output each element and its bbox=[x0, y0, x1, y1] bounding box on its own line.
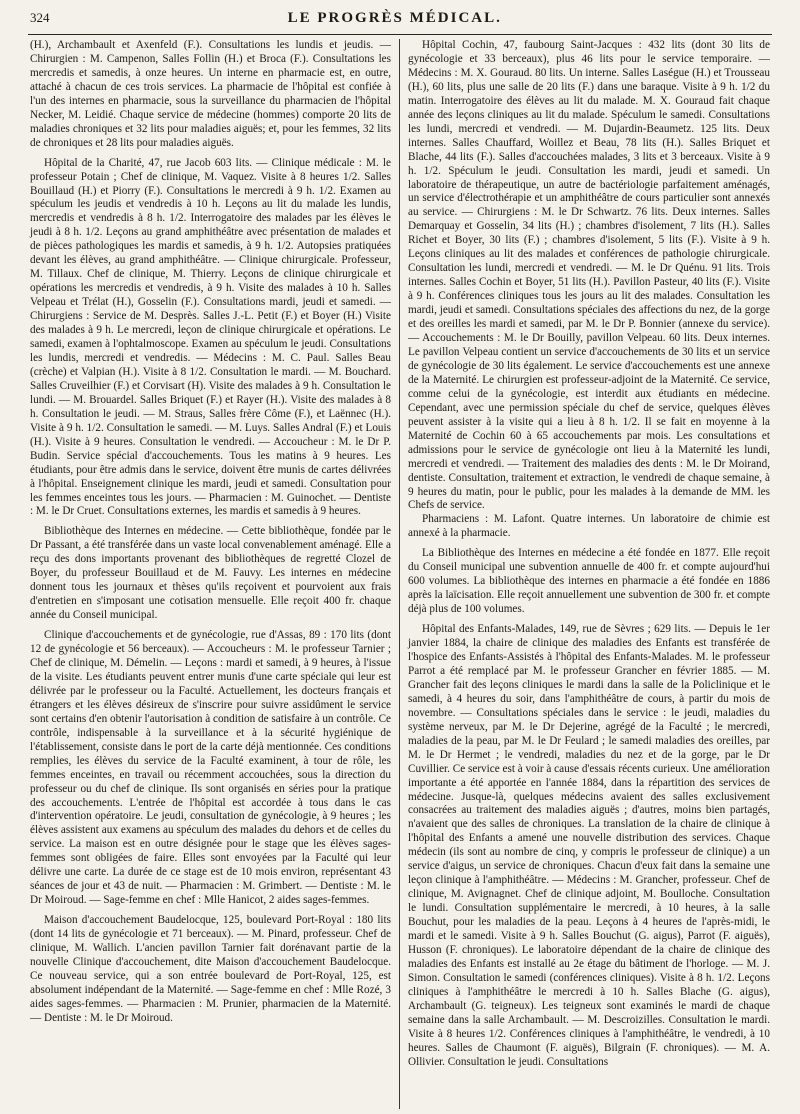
paragraph-bibliotheque-internes: Bibliothèque des Internes en médecine. — Cette bibliothèque, fondée par le Dr Passant, a été transférée dans un vaste local convenablement aménagé. Elle a reçu des dons importants provenant des bibliothèques de regretté Clozel de Boyer, du professeur Bouillaud et de M. Fauvy. Les internes en médecine donnent tous les journaux et thèses qu'ils reçoivent et pourvoient aux frais d'entretien en s'imposant une cotisation mensuelle. Elle reçoit 400 fr. chaque année du Conseil municipal. bbox=[30, 525, 391, 622]
paragraph-clinique-accouchements: Clinique d'accouchements et de gynécologie, rue d'Assas, 89 : 170 lits (dont 12 de gynécologie et 56 berceaux). — Accoucheurs : M. le professeur Tarnier ; Chef de clinique, M. Démelin. — Leçons : mardi et samedi, à 9 heures, à l'issue de la visite. Les étudiants peuvent entrer munis d'une carte spéciale qui leur est délivrée par le professeur ou la Faculté. Actuellement, les docteurs français et étrangers et les élèves désireux de s'inscrire pour suivre assidûment le service sont certains d'en obtenir l'autorisation à condition de satisfaire à un contrôle. Ce contrôle, indispensable à la surveillance et à la sécurité hygiénique de l'établissement, consiste dans le port de la carte déjà mentionnée. Ces conditions remplies, les élèves du service de la Faculté examinent, à tour de rôle, les femmes enceintes, en travail ou récemment accouchées, sous la direction du professeur ou du chef de clinique. Ils sont organisés en séries pour la pratique des accouchements. L'entrée de l'hôpital est accordée à tous dans le cas d'intervention opératoire. Le jeudi, consultation de gynécologie, à 9 heures ; les élèves assistent aux examens au spéculum des malades du dehors et de celles du service. La maison est en outre désignée pour le stage que les élèves sages-femmes sont obligées de faire. Elles sont envoyées par la Faculté qui leur délivre une carte. La durée de ce stage est de 10 mois environ, représentant 43 séances de jour et 43 de nuit. — Pharmacien : M. Grimbert. — Dentiste : M. le Dr Moiroud. — Sage-femme en chef : Mlle Hanicot, 2 aides sages-femmes. bbox=[30, 629, 391, 907]
running-title: LE PROGRÈS MÉDICAL. bbox=[287, 10, 502, 26]
paragraph-hopital-charite: Hôpital de la Charité, 47, rue Jacob 603 lits. — Clinique médicale : M. le professeur Potain ; Chef de clinique, M. Vaquez. Visite à 8 heures 1/2. Salles Bouillaud (H.) et Piorry (F.). Consultations le mercredi à 9 h. 1/2. Examen au spéculum les jeudis et vendredis à 10 h. Leçons au lit du malade les lundis, mercredis et vendredis à 8 h. 1/2. Interrogatoire des malades par les élèves le jeudi à 8 h. 1/2. Leçons au grand amphithéâtre avec présentation de malades et de pièces pathologiques les mardis et samedis, à 9 h. 1/2. Autopsies pratiquées devant les élèves, au grand amphithéâtre. — Clinique chirurgicale. Professeur, M. Tillaux. Chef de clinique, M. Thierry. Leçons de clinique chirurgicale et opérations les mercredis et vendredis, à 9 h. Visite des malades à 10 h. Salles Velpeau et Trélat (H.), Gosselin (F.). Consultations mardi, jeudi et samedi. — Chirurgiens : Service de M. Desprès. Salles J.-L. Petit (F.) et Boyer (H.) Visite des malades à 9 h. Le mercredi, leçon de clinique chirurgicale et opérations. Le samedi, examen à l'ophtalmoscope. Examen au spéculum le jeudi. Consultations les lundis, mercredi et vendredis. — Médecins : M. C. Paul. Salles Beau (crèche) et Valpian (H.). Visite à 8 1/2. Consultation le mardi. — M. Bouchard. Salles Cruveilhier (F.) et Corvisart (H). Visite des malades à 9 h. Consultation le lundi. — M. Brouardel. Salles Briquet (F.) et Rayer (H.). Visite des malades à 8 h. Consultation le jeudi. — M. Straus, Salles frère Côme (F.), et Laënnec (H.). Visite à 9 h. 1/2. Consultation le samedi. — M. Luys. Salles Andral (F.) et Louis (H.). Visite à 9 heures. Consultation le vendredi. — Accoucheur : M. le Dr P. Budin. Service spécial d'accouchements. Tous les matins à 9 heures. Les étudiants, pour être admis dans le service, doivent être munis de cartes délivrées à l'hôpital. Enseignement clinique les mardi, jeudi et samedi. Consultation pour les femmes enceintes tous les jours. — Pharmacien : M. Guinochet. — Dentiste : M. le Dr Cruet. Consultations externes, les mardis et samedis à 9 heures. bbox=[30, 156, 391, 518]
paragraph-maison-baudelocque: Maison d'accouchement Baudelocque, 125, boulevard Port-Royal : 180 lits (dont 14 lits de gynécologie et 71 berceaux). — M. Pinard, professeur. Chef de clinique, M. Wallich. L'ancien pavillon Tarnier fait dorénavant partie de la nouvelle Clinique d'accouchement, dite Maison d'accouchement Baudelocque. Ce nouveau service, qui a son entrée boulevard de Port-Royal, 125, est absolument indépendant de la Maternité. — Sage-femme en chef : Mlle Rozé, 3 aides sages-femmes. — Pharmacien : M. Prunier, pharmacien de la Maternité. — Dentiste : M. le Dr Moiroud. bbox=[30, 914, 391, 1024]
two-column-body bbox=[22, 39, 778, 1109]
right-column bbox=[400, 39, 778, 1109]
paragraph-necker-continued: (H.), Archambault et Axenfeld (F.). Consultations les lundis et jeudis. — Chirurgien : M. Campenon, Salles Follin (H.) et Broca (F.). Consultations les mercredis et samedis, à onze heures. Un interne en pharmacie est, en outre, attaché à chacun de ces trois services. La pharmacie de l'hôpital est confiée à l'un des internes en pharmacie, sous la surveillance du pharmacien de l'hôpital Necker, M. Leidié. Chaque service de médecine (hommes) comporte 20 lits de maladies chroniques et 32 lits pour maladies aiguës; et, pour les femmes, 32 lits de chroniques et 28 lits pour maladies aiguës. bbox=[30, 39, 391, 149]
left-column bbox=[22, 39, 400, 1109]
page-number: 324 bbox=[30, 10, 50, 25]
page-header bbox=[22, 10, 778, 32]
paragraph-enfants-malades: Hôpital des Enfants-Malades, 149, rue de Sèvres ; 629 lits. — Depuis le 1er janvier 1884, la chaire de clinique des maladies des Enfants est transférée de l'hospice des Enfants-Assistés à l'hôpital des Enfants-Malades. M. le professeur Parrot a été remplacé par M. le professeur Grancher en février 1885. — M. Grancher fait des leçons cliniques le mardi dans la salle de la Policlinique et le samedi, à 4 heures du soir, dans l'amphithéâtre de cours, à partir du mois de novembre. — Consultations spéciales dans le service : le jeudi, maladies du système nerveux, par M. le Dr Dejerine, agrégé de la Faculté ; le mercredi, maladies de la peau, par M. le Dr Feulard ; le samedi maladies des oreilles, par M. le Dr Hermet ; le vendredi, maladies du nez et de la gorge, par le Dr Cuvillier. Ce service est à voir à cause d'essais récents curieux. Une amélioration importante a été apportée en l'année 1884, dans la répartition des services de médecine. Jusque-là, quelques médecins avaient des salles exclusivement consacrées au traitement des maladies aiguës ; d'autres, moins bien partagés, n'avaient que des salles de chroniques. La translation de la chaire de clinique à l'hôpital des Enfants a amené une nouvelle distribution des services. Chaque médecin (ils sont au nombre de cinq, y compris le professeur de clinique) a un service d'aigus, un service de chroniques. Chacun d'eux fait dans la semaine une leçon clinique à l'amphithéâtre. — Médecins : M. Grancher, professeur. Chef de clinique, M. Avignagnet. Chef de clinique adjoint, M. Boulloche. Consultation le lundi. Consultation supplémentaire le mercredi, à 10 heures, à la salle Bouchut, pour les maladies de la peau. Leçons à 4 heures de l'après-midi, le mardi et le samedi. Visite à 9 h. Salles Bouchut (G. aigus), Parrot (F. aiguës), Husson (F. chroniques). Le laboratoire dépendant de la chaire de clinique des maladies des Enfants est installé au 2e étage du bâtiment de l'horloge. — M. J. Simon. Consultation le samedi (conférences cliniques). Visite à 8 h. 1/2. Leçons cliniques à l'amphithéâtre le mercredi à 10 h. Salles Blache (G. aigus), Archambault (G. teigneux). Les teigneux sont examinés le mardi de chaque semaine dans la salle Archambault. — M. Descroizilles. Consultation le mardi. Visite à 8 heures 1/2. Conférences cliniques à l'amphithéâtre, le vendredi, à 10 heures. Salles de Chaumont (F. aiguës), Bilgrain (F. chroniques). — M. A. Ollivier. Consultation le jeudi. Consultations bbox=[408, 623, 770, 1068]
paragraph-hopital-cochin: Hôpital Cochin, 47, faubourg Saint-Jacques : 432 lits (dont 30 lits de gynécologie et 33 berceaux), plus 46 lits pour le service temporaire. — Médecins : M. X. Gouraud. 80 lits. Un interne. Salles Laségue (H.) et Trousseau (H.), 60 lits, plus une salle de 20 lits (F.) dans une baraque. Visite à 9 h. 1/2 du matin. Interrogatoire des élèves au lit du malade. M. X. Gouraud fait chaque année des leçons cliniques au lit du malade. Spéculum le samedi. Consultations les lundi, mercredi et vendredi. — M. Dujardin-Beaumetz. 125 lits. Deux internes. Salles Chauffard, Woillez et Beau, 78 lits (H.). Salles Briquet et Blache, 44 lits (F.). Salles d'accouchées malades, 3 lits et 3 berceaux. Visite à 9 h. 1/2. Spéculum le jeudi. Consultation les mardi, jeudi et samedi. Un laboratoire de thérapeutique, un autre de bactériologie parfaitement aménagés, un service d'électrothérapie et un amphithéâtre de cours particulier sont annexés au service. — Chirurgiens : M. le Dr Schwartz. 76 lits. Deux internes. Salles Demarquay et Gosselin, 34 lits (H.) ; chambres d'isolement, 7 lits (H.). Salles Richet et Boyer, 30 lits (F.) ; chambres d'isolement, 5 lits (F.). Visite à 9 h. Leçons cliniques au lit des malades et conférences de pathologie chirurgicale. Consultation les lundi, mercredi et vendredi. — M. le Dr Quénu. 91 lits. Trois internes. Salles Cochin et Boyer, 51 lits (H.). Pavillon Pasteur, 40 lits (F.). Visite à 9 h. Conférences cliniques tous les jours au lit des malades. Consultation les mardi, jeudi et samedi. Consultations spéciales des affections du nez, de la gorge et des oreilles les mardi et samedi, par M. le Dr P. Bonnier (annexe du service). — Accouchements : M. le Dr Bouilly, pavillon Velpeau. 60 lits. Deux internes. Le pavillon Velpeau contient un service d'accouchements de 30 lits et un service de gynécologie de 30 lits également. Le service d'accouchements est une annexe de la Maternité. Le chirurgien est professeur-adjoint de la Maternité. Ce service, comme celui de la gynécologie, est interdit aux étudiants en médecine. Cependant, avec une permission spéciale du chef de service, quelques élèves peuvent assister à la visite qui a lieu à 8 h. 1/2. Il se fait en moyenne à la Maternité de Cochin 60 à 65 accouchements par mois. Les consultations et admissions pour le service de gynécologie ont lieu à la Maternité les lundi, mercredi et vendredi. — Traitement des maladies des dents : M. le Dr Moirand, dentiste. Consultation, traitement et extraction, le vendredi de chaque semaine, à 9 heures du matin, pour le public, pour les malades à la demande de MM. les Chefs de service. bbox=[408, 39, 770, 512]
header-rule bbox=[28, 34, 772, 35]
paragraph-bibliotheque-cochin: La Bibliothèque des Internes en médecine a été fondée en 1877. Elle reçoit du Conseil municipal une subvention annuelle de 400 fr. et compte aujourd'hui 600 volumes. La bibliothèque des internes en pharmacie a été fondée en 1886 après la laïcisation. Elle reçoit annuellement une subvention de 300 fr. et compte déjà plus de 100 volumes. bbox=[408, 547, 770, 616]
paragraph-pharmaciens: Pharmaciens : M. Lafont. Quatre internes. Un laboratoire de chimie est annexé à la pharmacie. bbox=[408, 513, 770, 540]
